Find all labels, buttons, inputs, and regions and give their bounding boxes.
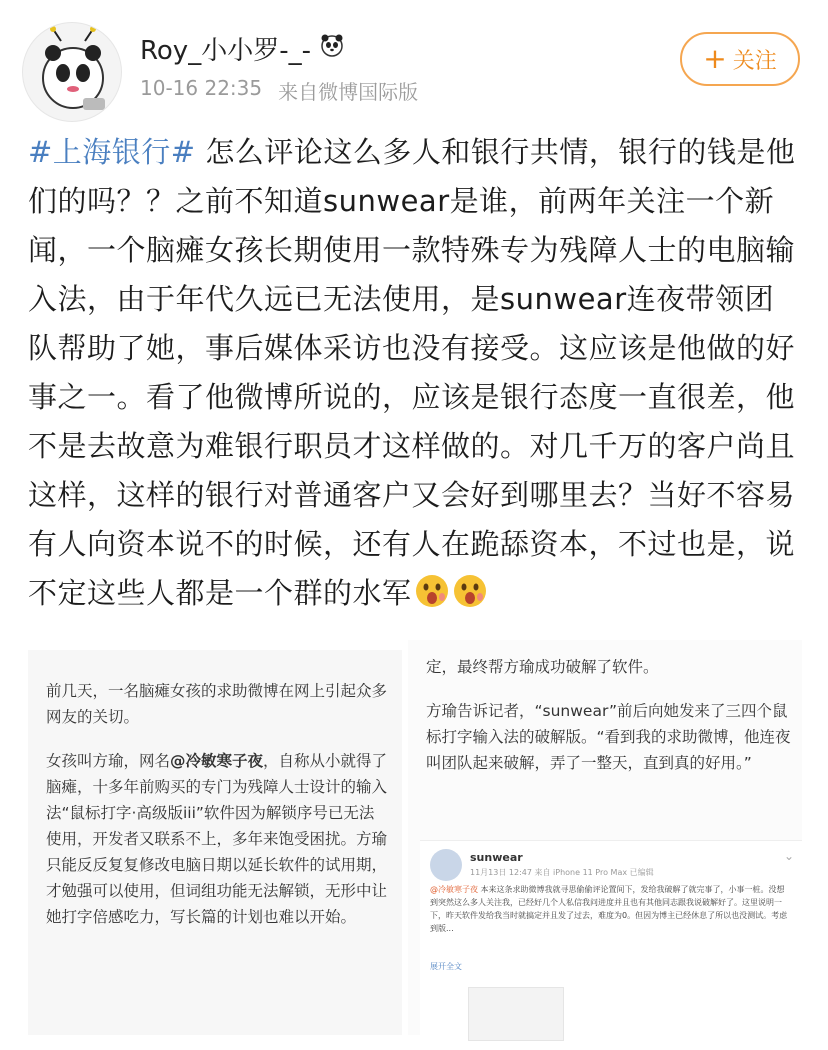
more-options-icon: ⌄	[783, 849, 794, 863]
plus-icon: +	[703, 42, 727, 75]
article-paragraph: 定，最终帮方瑜成功破解了软件。	[426, 658, 659, 676]
post-timestamp: 10-16 22:35	[140, 76, 263, 100]
article-paragraph: 方瑜告诉记者，“sunwear”前后向她发来了三四个鼠标打字输入法的破解版。“看到我的求助微博，他连夜叫团队起来破解，弄了一整天，直到真的好用。”	[426, 702, 791, 772]
post-body: 怎么评论这么多人和银行共情，银行的钱是他们的吗？？之前不知道sunwear是谁，前两年关注一个新闻，一个脑瘫女孩长期使用一款特殊专为残障人士的电脑输入法，由于年代久远已无法使用，是sunwear连夜带领团队帮助了她，事后媒体采访也没有接受。这应该是他做的好事之一。看了他微博所说的，应该是银行态度一直很差，他不是去故意为难银行职员才这样做的。对几千万的客户尚且这样，这样的银行对普通客户又会好到哪里去？当好不容易有人向资本说不的时候，还有人在跪舔资本，不过也是，说不定这些人都是一个群的水军	[28, 135, 796, 610]
article-paragraph: 前几天，一名脑瘫女孩的求助微博在网上引起众多网友的关切。	[46, 682, 388, 726]
embed-meta: 11月13日 12:47 来自 iPhone 11 Pro Max 已编辑	[470, 868, 654, 877]
post-meta	[140, 76, 418, 105]
avatar[interactable]	[22, 22, 122, 122]
follow-label: 关注	[732, 48, 777, 74]
embedded-weibo-screenshot	[420, 840, 802, 1040]
attached-image-left[interactable]	[28, 650, 402, 1035]
embed-avatar	[430, 849, 462, 881]
username-row[interactable]	[140, 30, 345, 67]
post-source[interactable]: 来自微博国际版	[278, 80, 419, 104]
embed-username: sunwear	[470, 851, 523, 864]
embed-body: @冷敏寒子夜 本来这条求助微博我就寻思偷偷评论置间下，发给我破解了就完事了，小事一桩。没想到突然这么多人关注我，已经好几个人私信我问进度并且也有其他同志跟我说破解好了。这里说明一下，昨天软件发给我当时就搞定并且发了过去，难度为0。但因为博主已经休息了所以也没测试。考虑到版...	[430, 885, 788, 933]
shocked-face-emoji-icon	[414, 573, 450, 609]
embed-nested-card	[468, 987, 564, 1041]
article-paragraph: 女孩叫方瑜，网名@冷敏寒子夜，自称从小就得了脑瘫，十多年前购买的专门为残障人士设计的输入法“鼠标打字·高级版iii”软件因为解锁序号已无法使用，开发者又联系不上，多年来饱受困扰。方瑜只能反反复复修改电脑日期以延长软件的试用期，才勉强可以使用，但词组功能无法解锁，无形中让她打字倍感吃力，写长篇的计划也难以开始。	[46, 752, 388, 926]
hashtag-link[interactable]: #上海银行#	[28, 135, 196, 169]
article-handle: @冷敏寒子夜	[170, 752, 264, 770]
embed-expand-link: 展开全文	[430, 962, 462, 971]
panda-icon	[319, 32, 345, 65]
follow-button[interactable]	[680, 32, 800, 86]
post-text	[28, 128, 800, 618]
username[interactable]: Roy_小小罗-_-	[140, 36, 311, 66]
shocked-face-emoji-icon	[452, 573, 488, 609]
